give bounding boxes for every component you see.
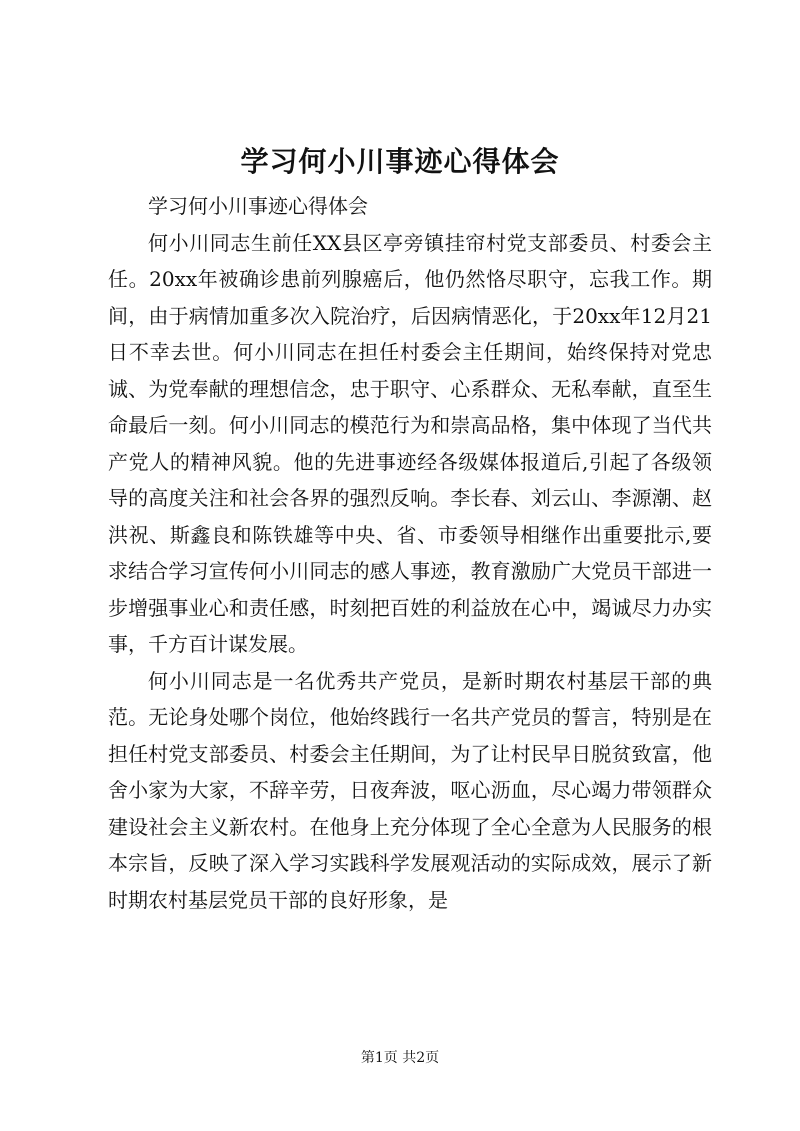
page-footer: 第1页 共2页 [360, 1050, 440, 1066]
paragraph-subtitle: 学习何小川事迹心得体会 [148, 194, 368, 218]
document-title: 学习何小川事迹心得体会 [240, 145, 560, 178]
document-body [108, 188, 712, 918]
paragraph: 何小川同志是一名优秀共产党员，是新时期农村基层干部的典范。无论身处哪个岗位，他始终践行一名共产党员的誓言，特别是在担任村党支部委员、村委会主任期间，为了让村民早日脱贫致富，他舍小家为大家，不辞辛劳，日夜奔波，呕心沥血，尽心竭力带领群众建设社会主义新农村。在他身上充分体现了全心全意为人民服务的根本宗旨，反映了深入学习实践科学发展观活动的实际成效，展示了新时期农村基层党员干部的良好形象，是 [108, 668, 712, 912]
paragraph: 何小川同志生前任XX县区亭旁镇挂帘村党支部委员、村委会主任。20xx年被确诊患前列腺癌后，他仍然恪尽职守，忘我工作。期间，由于病情加重多次入院治疗，后因病情恶化，于20xx年12月21日不幸去世。何小川同志在担任村委会主任期间，始终保持对党忠诚、为党奉献的理想信念，忠于职守、心系群众、无私奉献，直至生命最后一刻。何小川同志的模范行为和崇高品格，集中体现了当代共产党人的精神风貌。他的先进事迹经各级媒体报道后,引起了各级领导的高度关注和社会各界的强烈反响。李长春、刘云山、李源潮、赵洪祝、斯鑫良和陈铁雄等中央、省、市委领导相继作出重要批示,要求结合学习宣传何小川同志的感人事迹，教育激励广大党员干部进一步增强事业心和责任感，时刻把百姓的利益放在心中，竭诚尽力办实事，千方百计谋发展。 [108, 230, 712, 656]
